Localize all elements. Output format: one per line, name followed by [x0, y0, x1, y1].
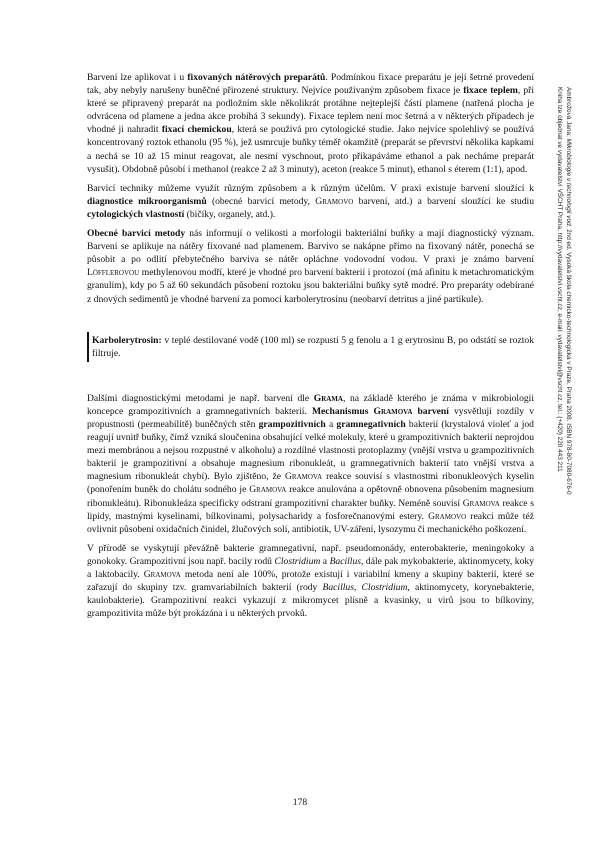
text-run: , která se používá pro cytologické studie. Jako nejvíce spolehlivý se používá koncentrovaný roztok ethanolu (95 %), jež usmrcuje buňky téměř okamžitě (preparát se převrství několika kapkami a nechá se 10 až 15 minut reagovat, ale nesmí vyschnout, proto přikapáváme ethanol a pak necháme preparát vysušit). Obdobně působí i methanol (reakce 2 až 3 minuty), aceton (reakce 5 minut), ethanol s éterem (1:1), apod.	[87, 124, 535, 175]
recipe-box	[87, 332, 534, 362]
small-caps-name: Gramova	[462, 497, 500, 509]
bold-term: barvení	[412, 405, 449, 417]
text-run: (obecné barvicí metody,	[206, 195, 316, 207]
bold-term: diagnostice mikroorganismů	[87, 195, 207, 207]
recipe-text: v teplé destilované vodě (100 ml) se rozpustí 5 g fenolu a 1 g erytrosinu B, po odstátí se roztok filtruje.	[92, 334, 534, 359]
recipe-title: Karbolerytrosin:	[92, 334, 162, 346]
citation-line	[564, 87, 573, 647]
small-caps-name: Gramovo	[315, 195, 354, 207]
text-run: a	[325, 418, 337, 430]
text-run: reakce s lipidy, mastnými kyselinami, bílkovinami, polysacharidy a fosforečnanovými estery.	[87, 497, 534, 522]
small-caps-name: Gramova	[143, 569, 181, 580]
text-run: bakterií (krystalová violeť a jod reagují uvnitř buňky, čímž vzniká sloučenina obsahující velké molekuly, které u grampozitivních bakterií neprojdou mezi membránou a nejsou rozpustné v alkoholu) a rozdílné vlastnosti protoplazmy (vnější vrstva u grampozitivních bakterií je grampozitivní a obsahuje magnesium ribonukleát, u gramnegativních bakterií tato vnější vrstva a magnesium ribonukleát chybí). Bylo zjištěno, že	[87, 418, 534, 483]
side-citation	[555, 87, 573, 647]
citation-publisher: . 2nd ed. Vysoká škola chemicko-technologická v Praze, Praha 2008. ISBN 978-80-7080-676-0	[565, 225, 572, 495]
text-run: reakce souvisí s vlastnostmi ribonukleových kyselin (ponořením buněk do cholátu sodného je	[87, 471, 534, 496]
text-run: barvení, atd.) a barvení sloužící ke studiu	[353, 195, 534, 207]
text-run: , při které se připravený preparát na podložním skle několikrát protáhne nejteplejší částí plamene (natřená plocha je odvrácena od plamene a jedna akce probíhá 3 sekundy). Fixace teplem není moc šetrná a v některých případech je vhodné ji nahradit	[87, 85, 534, 136]
small-caps-name: Gramova	[373, 405, 413, 417]
text-run: reakce anulována a opětovně obnovena působením magnesium ribonukleátu). Ribonukleáza specificky odstraní grampozitivní charakter buňky. Neméně souvisí	[87, 484, 535, 509]
paragraph-techniques	[87, 182, 534, 221]
text-run: , na základě kterého je známa v mikrobiologii koncepce grampozitivních a gramnegativních bakterií.	[87, 392, 534, 417]
citation-title: Mikrobiologie v technologii vod	[565, 138, 572, 226]
bold-term: fixace teplem	[463, 85, 518, 97]
page-body	[87, 71, 534, 626]
paragraph-fixation	[87, 71, 534, 176]
text-run: V přírodě se vyskytují převážně bakterie gramnegativní, např. pseudomonády, enterobakterie, meningokoky a gonokoky. Grampozitivní jsou např. bacily rodů	[87, 542, 534, 567]
text-run: nás informují o velikosti a morfologii bakteriální buňky a mají diagnostický význam. Barvení se aplikuje na nátěry fixované nad plamenem. Barvivo se nakápne přímo na fixovaný nátěr, ponechá se působit a po odlití přebytečného barviva se nátěr opláchne vodovodní vodou. V praxi je známo barvení	[87, 228, 534, 266]
text-run: vysvětlují rozdíly v propustnosti (permeabilitě) buněčných stěn	[87, 405, 534, 430]
text-run: Dalšími diagnostickými metodami je např. barvení dle	[87, 392, 314, 404]
text-run: . Podmínkou fixace preparátu je její šetrné provedení tak, aby nebyly narušeny buněčné přirozené struktury. Nejvíce používaným způsobem fixace je	[87, 72, 534, 97]
bold-term: grampozitivních	[258, 418, 326, 430]
order-line: Kniha lze objednat ve vydavatelství VŠCHT Praha, http://vydavatelstvi.vscht.cz, e-mail: vydavatelstvi@vscht.cz, tel.: (+420) 220 443 211	[556, 87, 563, 472]
text-run: reakci může též ovlivnit působení oxidačních činidel, žlučových solí, antibiotik, UV-záření, lysozymu či mechanického poškození.	[87, 510, 534, 535]
text-run: ,	[353, 582, 362, 594]
text-run: , dále pak mykobakterie, aktinomycety, koky a laktobacily.	[87, 555, 534, 580]
text-run: metoda není ale 100%, protože existují i variabilní kmeny a skupiny bakterií, které se zařazují do skupiny tzv. gramvariabilních bakterií (rody	[87, 569, 534, 594]
paragraph-general-methods	[87, 227, 534, 306]
bold-term: fixací chemickou	[161, 124, 232, 136]
small-caps-name: Gramova	[285, 471, 323, 483]
genus-name: Bacillus	[329, 555, 362, 567]
paragraph-nature	[87, 542, 534, 621]
text-run: Barvení lze aplikovat i u	[87, 72, 188, 83]
text-run: (bičíky, organely, atd.).	[184, 208, 276, 220]
page-number: 178	[292, 797, 308, 808]
bold-term: cytologických vlastností	[87, 208, 185, 220]
paragraph-gram	[87, 392, 534, 536]
bold-term: Mechanismus	[311, 405, 369, 417]
bold-term: fixovaných nátěrových preparátů	[187, 72, 326, 83]
text-run: Barvicí techniky můžeme využít různým způsobem a k různým účelům. V praxi existuje barvení sloužící k	[87, 182, 534, 194]
bold-term: gramnegativních	[336, 418, 406, 430]
text-run: a	[320, 555, 330, 567]
genus-name: Bacillus	[322, 582, 354, 594]
bold-term: Obecné barvicí metody	[87, 228, 186, 240]
spacer	[87, 312, 534, 328]
small-caps-name: Gramovo	[428, 510, 467, 522]
small-caps-name: Löfflerovou	[87, 267, 140, 279]
small-caps-name: Grama	[313, 392, 343, 404]
genus-name: Clostridium	[361, 582, 408, 594]
text-run: methylenovou modří, které je vhodné pro barvení bakterií i protozoí (má afinitu k metachromatickým granulím), kdy po 5 až 60 sekundách působení roztoku jsou bakteriální buňky sytě modré. Pro preparáty odebírané z dnových sedimentů je vhodné barvení za pomoci karbolerytrosinu (neobarví detritus a jiné partikule).	[87, 267, 534, 305]
citation-author: Ambrožová Jana:	[565, 87, 572, 139]
genus-name: Clostridium	[274, 555, 321, 567]
text-run: , aktinomycety, korynebakterie, kaulobakterie). Grampozitivní reakci vykazují z mikromycet plísně a kvasinky, u virů jsou to bílkoviny, grampozitivita může být prokázána i u některých prvoků.	[87, 582, 535, 620]
small-caps-name: Gramova	[249, 484, 287, 496]
